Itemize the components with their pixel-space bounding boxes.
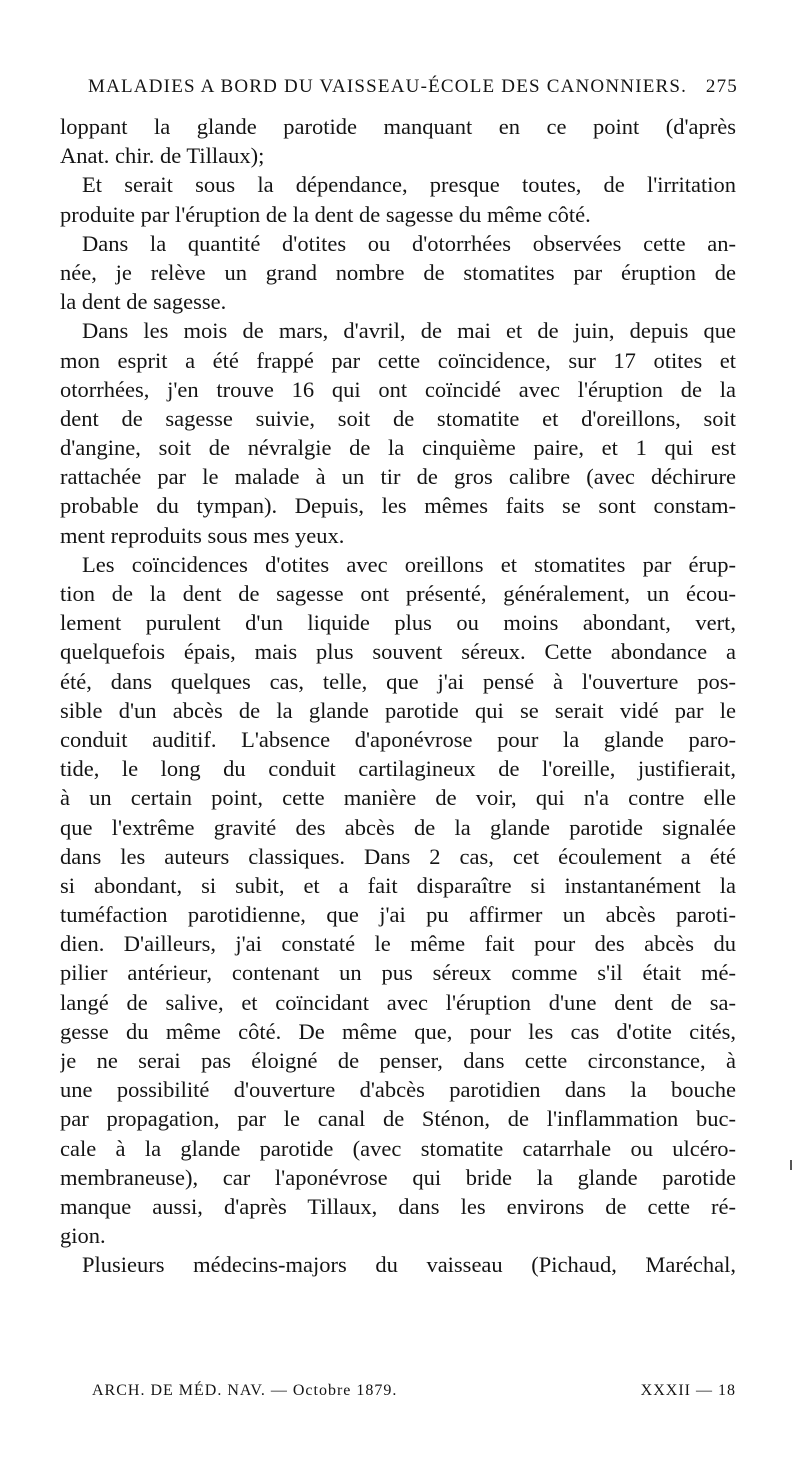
text-line: produite par l'éruption de la dent de sagesse du même côté.	[60, 201, 591, 227]
text-line: rattachée par le malade à un tir de gros calibre (avec déchirure	[60, 464, 736, 490]
text-line: été, dans quelques cas, telle, que j'ai pensé à l'ouverture pos-	[60, 668, 736, 694]
text-line: née, je relève un grand nombre de stomatites par éruption de	[60, 259, 736, 285]
text-line: membraneuse), car l'aponévrose qui bride la glande parotide	[60, 1164, 736, 1190]
text-line: otorrhées, j'en trouve 16 qui ont coïncidé avec l'éruption de la	[60, 376, 736, 402]
text-line: mon esprit a été frappé par cette coïncidence, sur 17 otites et	[60, 347, 736, 373]
text-line: quelquefois épais, mais plus souvent séreux. Cette abondance a	[60, 639, 736, 665]
footer-journal-reference: ARCH. DE MÉD. NAV. — Octobre 1879.	[92, 1382, 398, 1399]
text-line: manque aussi, d'après Tillaux, dans les environs de cette ré-	[60, 1193, 736, 1219]
margin-mark	[790, 1160, 792, 1170]
text-line: Dans la quantité d'otites ou d'otorrhées observées cette an-	[82, 230, 736, 256]
text-line: Dans les mois de mars, d'avril, de mai et de juin, depuis que	[82, 318, 736, 344]
page-footer	[92, 1382, 736, 1406]
text-line: langé de salive, et coïncidant avec l'éruption d'une dent de sa-	[60, 989, 736, 1015]
text-line: probable du tympan). Depuis, les mêmes faits se sont constam-	[60, 493, 736, 519]
text-line: ment reproduits sous mes yeux.	[60, 522, 345, 548]
text-line: gion.	[60, 1223, 106, 1249]
text-line: à un certain point, cette manière de voir, qui n'a contre elle	[60, 785, 736, 811]
text-line: si abondant, si subit, et a fait disparaître si instantanément la	[60, 872, 736, 898]
text-line: pilier antérieur, contenant un pus séreux comme s'il était mé-	[60, 960, 736, 986]
text-line: dien. D'ailleurs, j'ai constaté le même fait pour des abcès du	[60, 931, 736, 957]
text-line: par propagation, par le canal de Sténon, de l'inflammation buc-	[60, 1106, 736, 1132]
text-line: la dent de sagesse.	[60, 289, 227, 315]
text-line: tion de la dent de sagesse ont présenté, généralement, un écou-	[60, 581, 736, 606]
text-line: loppant la glande parotide manquant en ce point (d'après	[60, 114, 736, 139]
text-line: Et serait sous la dépendance, presque toutes, de l'irritation	[82, 172, 736, 198]
text-line: Plusieurs médecins-majors du vaisseau (Pichaud, Maréchal,	[82, 1252, 736, 1278]
text-line: sible d'un abcès de la glande parotide qui se serait vidé par le	[60, 697, 736, 723]
footer-signature-mark: XXXII — 18	[640, 1382, 736, 1399]
running-head	[88, 76, 738, 104]
text-line: que l'extrême gravité des abcès de la glande parotide signalée	[60, 814, 736, 840]
text-line: lement purulent d'un liquide plus ou moins abondant, vert,	[60, 610, 736, 636]
text-line: je ne serai pas éloigné de penser, dans cette circonstance, à	[60, 1048, 736, 1073]
text-line: conduit auditif. L'absence d'aponévrose pour la glande paro-	[60, 726, 736, 752]
text-line: dans les auteurs classiques. Dans 2 cas, cet écoulement a été	[60, 843, 736, 869]
text-line: gesse du même côté. De même que, pour les cas d'otite cités,	[60, 1018, 736, 1044]
running-head-title: MALADIES A BORD DU VAISSEAU-ÉCOLE DES CANONNIERS.	[88, 76, 688, 97]
text-line: cale à la glande parotide (avec stomatite catarrhale ou ulcéro-	[60, 1135, 736, 1161]
text-line: tide, le long du conduit cartilagineux de l'oreille, justifierait,	[60, 756, 736, 782]
text-line: dent de sagesse suivie, soit de stomatite et d'oreillons, soit	[60, 405, 736, 431]
text-line: d'angine, soit de névralgie de la cinquième paire, et 1 qui est	[60, 435, 736, 461]
text-line: Les coïncidences d'otites avec oreillons et stomatites par érup-	[82, 551, 736, 577]
body-text	[60, 112, 736, 1280]
page-number: 275	[705, 76, 738, 97]
text-line: une possibilité d'ouverture d'abcès parotidien dans la bouche	[60, 1077, 736, 1103]
text-line: tuméfaction parotidienne, que j'ai pu affirmer un abcès paroti-	[60, 902, 736, 928]
text-line: Anat. chir. de Tillaux);	[60, 143, 265, 169]
